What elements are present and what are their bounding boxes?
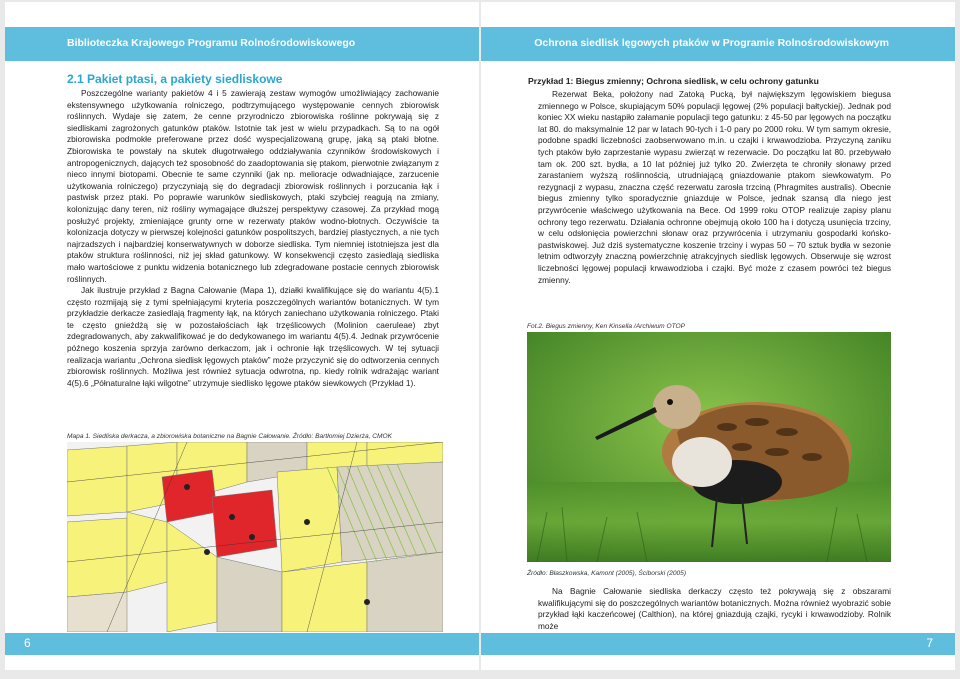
habitat-map (67, 442, 443, 632)
map-graphic (67, 442, 443, 632)
page-number-right: 7 (926, 636, 933, 650)
right-page (481, 2, 955, 670)
right-header-title: Ochrona siedlisk lęgowych ptaków w Programie Rolnośrodowiskowym (534, 37, 889, 49)
paragraph-2: Jak ilustruje przykład z Bagna Całowanie (Mapa 1), działki kwalifikujące się do wariantu 4(5).1 często rozmijają się z tymi spełniającymi kryteria poszczególnych wariantów botanicznych. W tym przykładzie derkacze zasiedlają fragmenty łąk, na których zaniechano użytkowania rolniczego. Ptaki te często gnieżdżą się w pozostałościach łąk trzęślicowych (Molinion caeruleae) zbyt zdegradowanych, aby zakwalifikować je do dedykowanego im wariantu 4(5).4. Jednak przywrócenie późnego koszenia sprzyja zarówno derkaczom, jak i ochronie łąk trzęślicowych. W tej sytuacji realizacja wariantu „Ochrona siedlisk lęgowych ptaków” może przyczynić się do odtworzenia cennych zbiorowisk roślinnych. Możliwa jest również sytuacja odwrotna, np. kiedy rolnik wdrażając wariant 4(5).6 „Półnaturalne łąki wilgotne” utrzymuje siedlisko lęgowe ptaków siewkowych (Przykład 1). (67, 285, 439, 388)
photo-caption: Fot.2. Biegus zmienny, Ken Kinsella /Archiwum OTOP (527, 323, 686, 330)
bottom-body-text (538, 586, 891, 632)
left-header-title: Biblioteczka Krajowego Programu Rolnośrodowiskowego (67, 37, 356, 49)
example-body-text (538, 89, 891, 286)
page-number-left: 6 (24, 636, 31, 650)
left-header-bar (5, 27, 479, 61)
section-title: 2.1 Pakiet ptasi, a pakiety siedliskowe (67, 72, 283, 86)
left-footer-bar (5, 633, 479, 655)
right-footer-bar (481, 633, 955, 655)
left-body-text (67, 88, 439, 389)
dunlin-bird-image (527, 332, 891, 562)
source-caption: Źródło: Błaszkowska, Kamont (2005), Ściborski (2005) (527, 570, 687, 577)
dunlin-photo (527, 332, 891, 562)
paragraph-1: Poszczególne warianty pakietów 4 i 5 zawierają zestaw wymogów umożliwiający zachowanie ekstensywnego użytkowania rolniczego, podtrzymującego występowanie cennych zbiorowisk roślinnych. Wydaje się zatem, że cenne przyrodniczo zbiorowiska roślinne pokrywają się z siedliskami zagrożonych gatunków ptaków. Istotnie tak jest w wielu przypadkach. Są to na ogół zbiorowiska podmokłe preferowane przez dość wyspecjalizowaną grupę, jaką są ptaki błotne. Zbiorowiska te powstały na skutek długotrwałego oddziaływania czynników środowiskowych i antropogenicznych, dających też sposobność do zaadoptowania się ptakom, pierwotnie związanym z nieco innymi biotopami. Obecnie te same czynniki (jak np. melioracje odwadniające, zarzucenie użytkowania rolniczego) przyczyniają się do degradacji zbiorowisk roślinnych i porzucania łąk i pastwisk przez ptaki. Po poprawie warunków siedliskowych, ptaki szybciej reagują na zmiany, kolonizując dany teren, niż rośliny wymagające dłuższej perspektywy czasowej. Za przykład mogą posłużyć projekty, zmieniające grunty orne w rezerwaty ptaków wodno-błotnych. Oczywiście ta kolonizacja dotyczy w pierwszej kolejności gatunków pospolitszych, bardziej plastycznych, a nie tych najrzadszych i najbardziej konserwatywnych w doborze siedliska. Tym niemniej istotniejsza jest dla ptaków struktura roślinności, niż jej skład gatunkowy. W konsekwencji często zasiedlają siedliska mało wartościowe z punktu widzenia botanicznego lub zdegradowane postacie cennych zbiorowisk roślinnych. (67, 88, 439, 284)
right-header-bar (481, 27, 955, 61)
example-paragraph: Rezerwat Beka, położony nad Zatoką Pucką, był największym lęgowiskiem biegusa zmiennego w Polsce, skupiającym 50% populacji lęgowej (2% populacji bałtyckiej). Jednak pod koniec XX wieku nastąpiło załamanie populacji tego gatunku: z 45-50 par lęgowych na początku lat 80. do maksymalnie 12 par w latach 90-tych i 1-0 pary po 2000 roku. W tym samym okresie, podobne spadki liczebności zaobserwowano m.in. u czajki i krwawodzioba. Przyczyną zaniku tych ptaków było zaprzestanie wypasu zwierząt w rezerwacie. Do początku lat 80. przebywało tam ok. 200 szt. bydła, a 10 lat później już tylko 20. Zwierzęta te chroniły słonawy przed zarastaniem wyższą roślinnością, utrudniającą gniazdowanie ptakom siewkowatym. Po rezygnacji z wypasu, znaczna część rezerwatu zarosła trzciną (Phragmites australis). Obecnie biegus zmienny tylko sporadycznie gniazduje w Polsce, jednak szansą dla niego jest przywrócenie właściwego użytkowania na Bece. Od 1999 roku OTOP realizuje zapisy planu ochrony tego rezerwatu. Działania ochronne obejmują około 100 ha i dotyczą usunięcia trzciny, w celu odsłonięcia powierzchni słonaw oraz przywrócenia i utrzymaniu gospodarki końsko-pastwiskowej. Już dziś systematyczne koszenie trzciny i wypas 50 – 70 sztuk bydła w sezonie letnim odtworzyły znaczną powierzchnię atrakcyjnych siedlisk lęgowych. Obserwuje się wzrost liczebności lęgowej populacji krwawodzioba i czajki. Być może z czasem powróci też biegus zmienny. (538, 89, 891, 285)
map-caption: Mapa 1. Siedliska derkacza, a zbiorowiska botaniczne na Bagnie Całowanie. Źródło: Bartłomiej Dzierża, CMOK (67, 433, 393, 440)
left-page (5, 2, 479, 670)
example-title: Przykład 1: Biegus zmienny; Ochrona siedlisk, w celu ochrony gatunku (528, 76, 819, 86)
bottom-paragraph: Na Bagnie Całowanie siedliska derkaczy często też pokrywają się z obszarami kwalifikującymi się do poszczególnych wariantów botanicznych. Można również wyobrazić sobie przykład łąki kaczeńcowej (Calthion), na której gniazdują czajki, rycyki i krwawodzioby. Rolnik może (538, 586, 891, 631)
